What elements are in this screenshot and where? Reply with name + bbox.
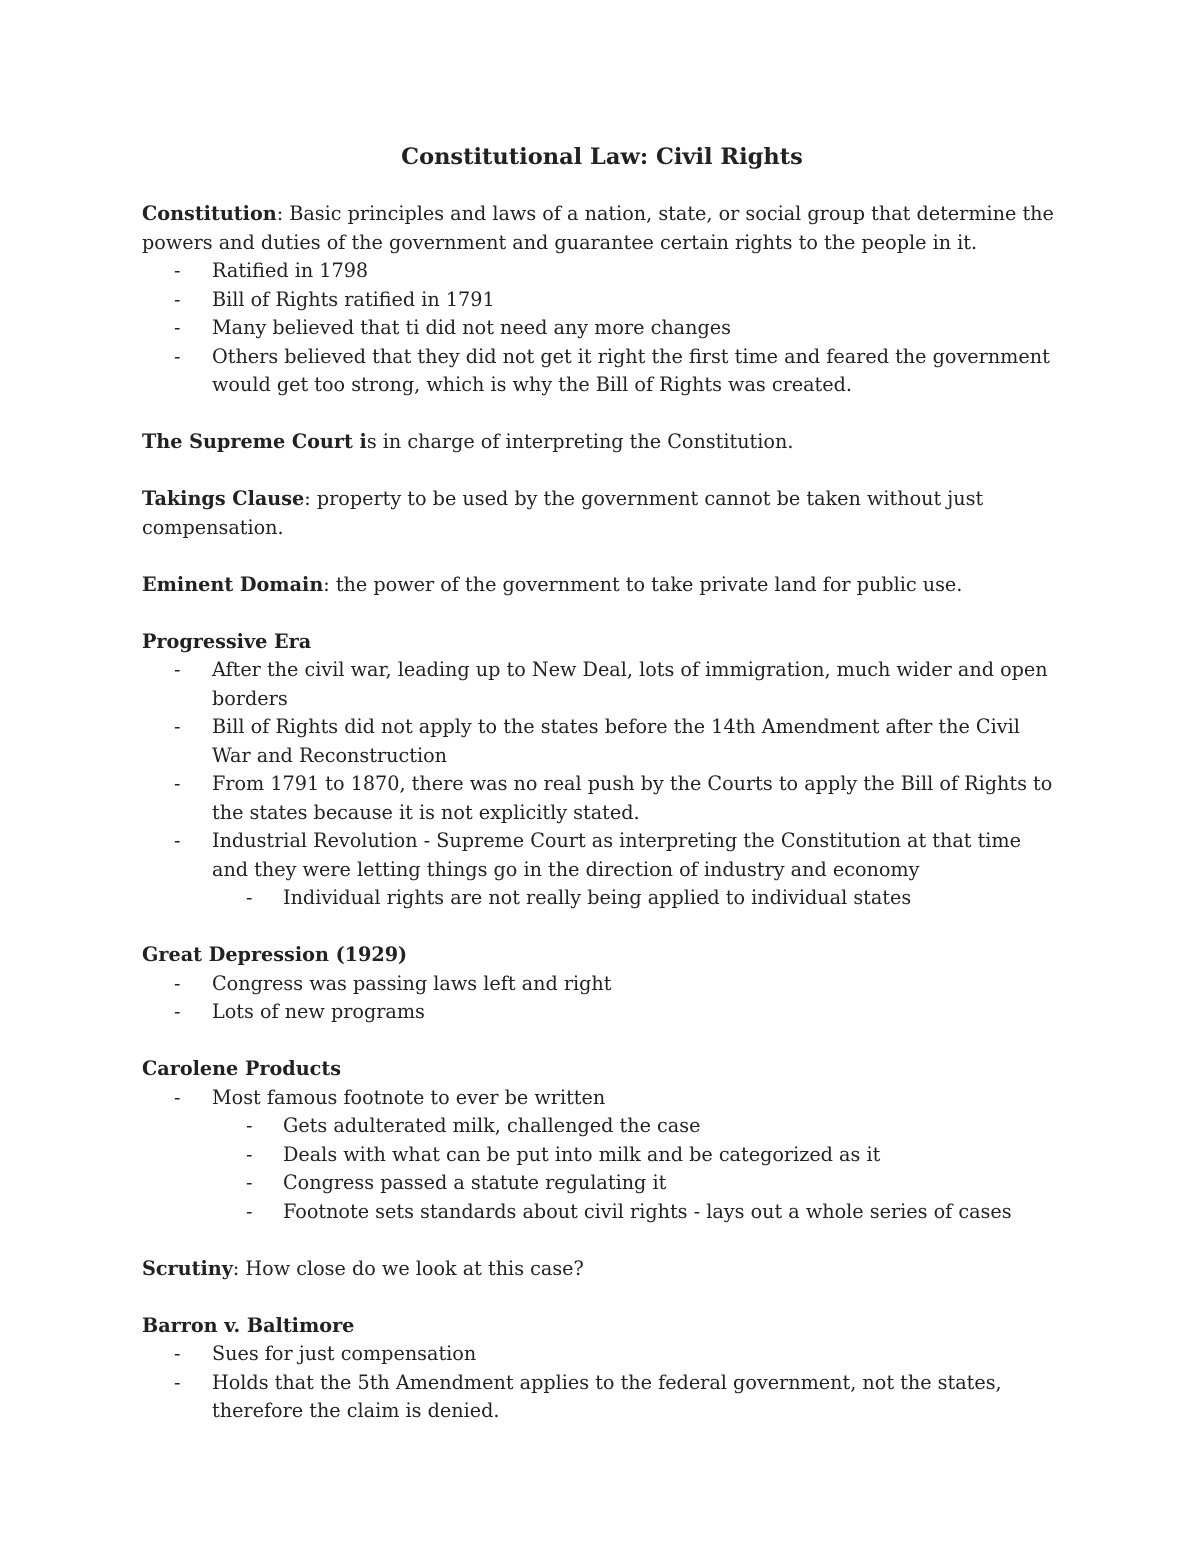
constitution-text: : Basic principles and laws of a nation, state, or social group that determine the powers and duties of the government and guarantee certain rights to the people in it. — [142, 202, 1054, 254]
eminent-domain-paragraph — [142, 571, 1062, 600]
barron-list — [142, 1340, 1062, 1426]
supreme-court-text: s in charge of interpreting the Constitution. — [366, 430, 794, 453]
constitution-list — [142, 257, 1062, 400]
list-item: - Congress was passing laws left and right — [142, 970, 1062, 999]
carolene-products-sublist — [142, 1112, 1062, 1226]
list-item: - Many believed that ti did not need any more changes — [142, 314, 1062, 343]
list-item: - Ratified in 1798 — [142, 257, 1062, 286]
great-depression-list — [142, 970, 1062, 1027]
section-heading: Great Depression (1929) — [142, 943, 408, 966]
barron-heading — [142, 1312, 1062, 1341]
takings-clause-paragraph — [142, 485, 1062, 542]
list-item: - Gets adulterated milk, challenged the case — [142, 1112, 1062, 1141]
takings-clause-term: Takings Clause — [142, 487, 305, 510]
scrutiny-paragraph — [142, 1255, 1062, 1284]
list-item: - Industrial Revolution - Supreme Court as interpreting the Constitution at that time and they were letting things go in the direction of industry and economy — [142, 827, 1062, 884]
list-item: - Bill of Rights ratified in 1791 — [142, 286, 1062, 315]
progressive-era-list — [142, 656, 1062, 884]
scrutiny-term: Scrutiny — [142, 1256, 233, 1280]
supreme-court-paragraph — [142, 428, 1062, 457]
list-item: - Most famous footnote to ever be written — [142, 1084, 1062, 1113]
list-item: - Bill of Rights did not apply to the states before the 14th Amendment after the Civil War and Reconstruction — [142, 713, 1062, 770]
list-item: - After the civil war, leading up to New Deal, lots of immigration, much wider and open borders — [142, 656, 1062, 713]
supreme-court-term: The Supreme Court i — [142, 430, 367, 453]
great-depression-heading — [142, 941, 1062, 970]
constitution-term: Constitution — [142, 202, 277, 225]
progressive-era-heading — [142, 628, 1062, 657]
carolene-products-heading — [142, 1055, 1062, 1084]
list-item: - Deals with what can be put into milk and be categorized as it — [142, 1141, 1062, 1170]
list-item: - Individual rights are not really being applied to individual states — [142, 884, 1062, 913]
section-heading: Barron v. Baltimore — [142, 1313, 355, 1337]
takings-clause-text: : property to be used by the government cannot be taken without just compensation. — [142, 487, 984, 539]
scrutiny-text: : How close do we look at this case? — [232, 1256, 584, 1280]
progressive-era-sublist — [142, 884, 1062, 913]
document-title: Constitutional Law: Civil Rights — [401, 144, 803, 170]
eminent-domain-term: Eminent Domain — [142, 572, 324, 596]
list-item: - From 1791 to 1870, there was no real push by the Courts to apply the Bill of Rights to the states because it is not explicitly stated. — [142, 770, 1062, 827]
list-item: - Lots of new programs — [142, 998, 1062, 1027]
carolene-products-list — [142, 1084, 1062, 1113]
section-heading: Carolene Products — [142, 1057, 341, 1080]
constitution-definition — [142, 200, 1062, 257]
list-item: - Footnote sets standards about civil rights - lays out a whole series of cases — [142, 1198, 1062, 1227]
list-item: - Others believed that they did not get it right the first time and feared the government would get too strong, which is why the Bill of Rights was created. — [142, 343, 1062, 400]
list-item: - Holds that the 5th Amendment applies to the federal government, not the states, therefore the claim is denied. — [142, 1369, 1062, 1426]
list-item: - Sues for just compensation — [142, 1340, 1062, 1369]
section-heading: Progressive Era — [142, 629, 312, 653]
list-item: - Congress passed a statute regulating it — [142, 1169, 1062, 1198]
eminent-domain-text: : the power of the government to take private land for public use. — [323, 572, 963, 596]
document-page — [142, 140, 1062, 1426]
